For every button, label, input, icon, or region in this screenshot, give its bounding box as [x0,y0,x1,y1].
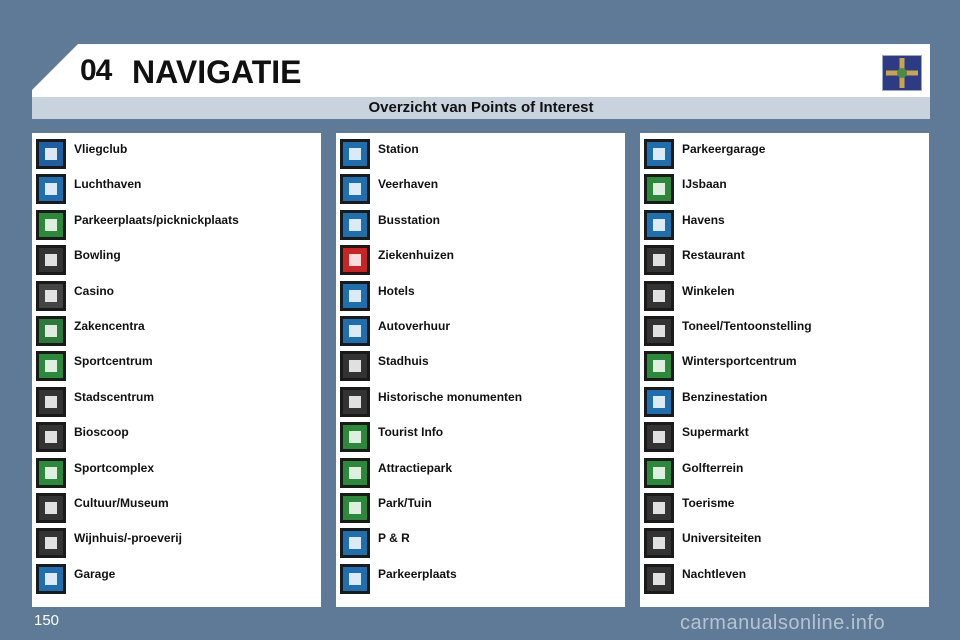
poi-item [32,239,321,274]
poi-label: Tourist Info [378,425,444,440]
poi-item [336,204,625,239]
poi-item [336,381,625,416]
park-and-ride-icon [340,528,370,558]
bus-icon [340,210,370,240]
poi-label: Attractiepark [378,460,453,475]
monument-icon [340,387,370,417]
themepark-icon [340,458,370,488]
supermarket-icon [644,422,674,452]
poi-column-2 [336,133,625,607]
poi-column-3 [640,133,929,607]
park-icon [340,493,370,523]
university-icon [644,528,674,558]
poi-label: IJsbaan [682,177,727,192]
poi-label: Wintersportcentrum [682,354,797,369]
poi-label: Bowling [74,248,121,263]
poi-item [32,522,321,557]
poi-item [640,204,929,239]
nightlife-icon [644,564,674,594]
garage-icon [36,564,66,594]
poi-item [336,452,625,487]
plane-icon [36,139,66,169]
poi-label: Parkeerplaats/picknickplaats [74,212,239,227]
chapter-number: 04 [80,54,112,87]
fuel-icon [644,387,674,417]
picnic-icon [36,210,66,240]
poi-item [32,487,321,522]
poi-label: Vliegclub [74,142,128,156]
theatre-icon [644,316,674,346]
poi-item [640,345,929,380]
poi-item [336,416,625,451]
poi-item [32,345,321,380]
poi-label: Cultuur/Museum [74,496,169,510]
poi-item [640,275,929,310]
poi-item [640,133,929,168]
poi-label: Zakencentra [74,319,145,333]
poi-label: Historische monumenten [378,389,523,404]
airport-icon [36,174,66,204]
townhall-icon [340,351,370,381]
poi-label: Sportcentrum [74,354,153,369]
hotel-icon [340,281,370,311]
section-subtitle: Overzicht van Points of Interest [32,97,930,119]
poi-item [640,168,929,203]
poi-item [640,416,929,451]
poi-item [640,558,929,593]
poi-item [336,168,625,203]
wintersport-icon [644,351,674,381]
poi-label: Sportcomplex [74,460,155,475]
poi-item [336,522,625,557]
poi-label: Garage [74,566,116,581]
golf-icon [644,458,674,488]
poi-item [32,168,321,203]
parking-garage-icon [644,139,674,169]
poi-label: Veerhaven [378,177,439,192]
parking-icon [340,564,370,594]
poi-label: Luchthaven [74,177,142,192]
navigation-crossroad-icon [882,55,922,91]
poi-label: Stadhuis [378,354,429,369]
train-icon [340,139,370,169]
poi-item [336,487,625,522]
restaurant-icon [644,245,674,275]
poi-item [32,310,321,345]
poi-item [32,558,321,593]
bowling-icon [36,245,66,275]
cinema-icon [36,422,66,452]
poi-label: P & R [378,531,410,546]
poi-item [336,275,625,310]
shopping-icon [644,281,674,311]
page-number: 150 [34,612,60,629]
poi-label: Winkelen [682,283,735,298]
poi-item [32,133,321,168]
poi-item [336,133,625,168]
poi-label: Autoverhuur [378,319,450,333]
poi-label: Supermarkt [682,425,749,440]
museum-icon [36,493,66,523]
poi-label: Golfterrein [682,460,744,475]
poi-label: Stadscentrum [74,389,155,404]
poi-item [640,310,929,345]
poi-label: Wijnhuis/-proeverij [74,531,182,546]
poi-label: Toneel/Tentoonstelling [682,319,812,333]
watermark: carmanualsonline.info [680,612,886,634]
poi-label: Parkeerplaats [378,566,457,581]
poi-label: Hotels [378,283,415,298]
poi-label: Benzinestation [682,389,768,404]
poi-item [32,452,321,487]
tourism-icon [644,493,674,523]
poi-item [32,204,321,239]
hospital-icon [340,245,370,275]
poi-label: Parkeergarage [682,142,766,156]
poi-item [336,310,625,345]
citycentre-icon [36,387,66,417]
poi-label: Universiteiten [682,531,762,546]
poi-label: Ziekenhuizen [378,248,455,263]
poi-column-1 [32,133,321,607]
poi-item [640,239,929,274]
poi-item [32,275,321,310]
poi-item [336,558,625,593]
sportcentre-icon [36,351,66,381]
ice-rink-icon [644,174,674,204]
poi-item [640,487,929,522]
poi-item [32,416,321,451]
poi-label: Casino [74,283,115,298]
poi-item [640,381,929,416]
poi-label: Havens [682,212,725,227]
wine-icon [36,528,66,558]
poi-label: Nachtleven [682,566,747,581]
poi-label: Station [378,142,419,156]
info-icon [340,422,370,452]
poi-item [640,522,929,557]
poi-label: Bioscoop [74,425,129,440]
chapter-title: NAVIGATIE [132,54,302,90]
poi-label: Restaurant [682,248,745,263]
poi-label: Toerisme [682,496,735,510]
poi-item [336,239,625,274]
poi-label: Park/Tuin [378,496,432,510]
poi-item [640,452,929,487]
poi-label: Busstation [378,212,441,227]
car-rental-icon [340,316,370,346]
ferry-icon [340,174,370,204]
business-icon [36,316,66,346]
poi-item [336,345,625,380]
harbour-icon [644,210,674,240]
casino-icon [36,281,66,311]
poi-item [32,381,321,416]
sportcomplex-icon [36,458,66,488]
